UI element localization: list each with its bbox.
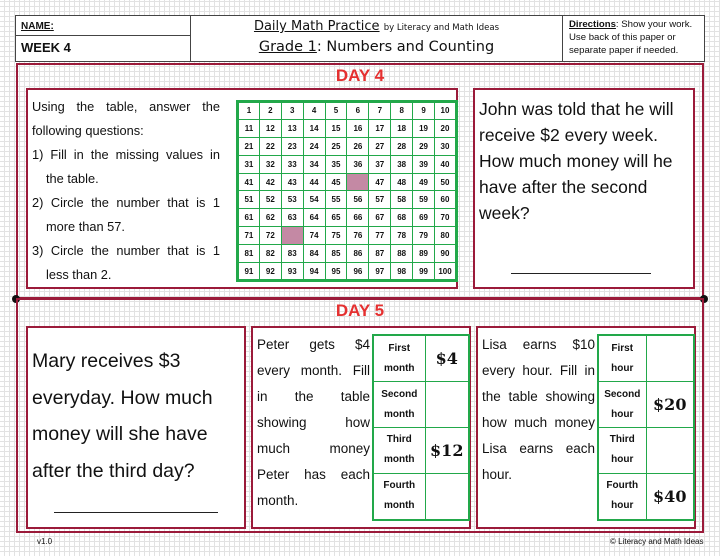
chart-cell[interactable]: 30 — [435, 137, 457, 155]
table-row — [373, 335, 469, 382]
chart-row — [238, 173, 457, 191]
period-label: Fourth month — [373, 473, 425, 520]
worksheet-subtitle — [191, 39, 562, 55]
missing-value-cell[interactable] — [281, 227, 303, 245]
chart-cell[interactable]: 29 — [413, 137, 435, 155]
chart-cell[interactable]: 68 — [391, 209, 413, 227]
chart-cell[interactable]: 93 — [281, 263, 303, 281]
chart-cell[interactable]: 16 — [347, 119, 369, 137]
chart-cell[interactable]: 95 — [325, 263, 347, 281]
chart-cell[interactable]: 94 — [303, 263, 325, 281]
chart-cell[interactable]: 52 — [259, 191, 281, 209]
name-week-cell — [16, 16, 191, 61]
hundred-chart — [236, 100, 458, 282]
chart-cell[interactable]: 5 — [325, 102, 347, 120]
chart-cell[interactable]: 45 — [325, 173, 347, 191]
chart-cell[interactable]: 7 — [369, 102, 391, 120]
name-colon: : — [50, 21, 54, 32]
chart-cell[interactable]: 60 — [435, 191, 457, 209]
chart-row — [238, 263, 457, 281]
amount-cell: $40 — [646, 473, 694, 520]
chart-cell[interactable]: 67 — [369, 209, 391, 227]
chart-cell[interactable]: 42 — [259, 173, 281, 191]
chart-cell[interactable]: 12 — [259, 119, 281, 137]
chart-row — [238, 209, 457, 227]
chart-cell[interactable]: 88 — [391, 245, 413, 263]
chart-cell[interactable]: 32 — [259, 155, 281, 173]
chart-cell[interactable]: 74 — [303, 227, 325, 245]
missing-value-cell[interactable] — [347, 173, 369, 191]
version-label: v1.0 — [37, 537, 53, 546]
lisa-money-table — [597, 334, 695, 521]
chart-row — [238, 119, 457, 137]
chart-cell[interactable]: 81 — [238, 245, 260, 263]
day5-title: DAY 5 — [335, 301, 385, 320]
period-label: Second hour — [598, 382, 646, 428]
title-topic: : Numbers and Counting — [316, 39, 495, 55]
chart-cell[interactable]: 97 — [369, 263, 391, 281]
directions-label: Directions — [569, 19, 616, 30]
chart-cell[interactable]: 99 — [413, 263, 435, 281]
table-row — [598, 382, 694, 428]
chart-cell[interactable]: 37 — [369, 155, 391, 173]
period-label: Fourth hour — [598, 473, 646, 520]
table-row — [598, 473, 694, 520]
chart-cell[interactable]: 57 — [369, 191, 391, 209]
chart-cell[interactable]: 58 — [391, 191, 413, 209]
chart-row — [238, 227, 457, 245]
answer-cell[interactable] — [646, 335, 694, 382]
chart-cell[interactable]: 79 — [413, 227, 435, 245]
chart-cell[interactable]: 87 — [369, 245, 391, 263]
question-2: 2) Circle the number that is 1 more than 57. — [32, 195, 220, 234]
worksheet-title — [191, 19, 562, 34]
chart-cell[interactable]: 39 — [413, 155, 435, 173]
chart-cell[interactable]: 80 — [435, 227, 457, 245]
chart-cell[interactable]: 33 — [281, 155, 303, 173]
worksheet-header — [15, 15, 705, 62]
period-label: Third month — [373, 427, 425, 473]
title-main: Daily Math Practice — [253, 19, 380, 34]
john-problem-text: John was told that he will receive $2 every week. How much money will he have after the second week? — [479, 99, 674, 223]
answer-line[interactable] — [54, 512, 218, 513]
table-row — [598, 427, 694, 473]
chart-cell[interactable]: 89 — [413, 245, 435, 263]
question-1: 1) Fill in the missing values in the table. — [32, 147, 220, 186]
name-field[interactable] — [21, 21, 54, 32]
chart-cell[interactable]: 47 — [369, 173, 391, 191]
chart-cell[interactable]: 14 — [303, 119, 325, 137]
chart-cell[interactable]: 4 — [303, 102, 325, 120]
chart-cell[interactable]: 1 — [238, 102, 260, 120]
chart-cell[interactable]: 48 — [391, 173, 413, 191]
amount-cell: $12 — [425, 427, 469, 473]
table-row — [373, 427, 469, 473]
chart-cell[interactable]: 72 — [259, 227, 281, 245]
period-label: First hour — [598, 335, 646, 382]
peter-money-table — [372, 334, 470, 521]
chart-cell[interactable]: 18 — [391, 119, 413, 137]
question-3: 3) Circle the number that is 1 less than 2. — [32, 243, 220, 282]
chart-cell[interactable]: 21 — [238, 137, 260, 155]
week-label: WEEK 4 — [21, 40, 71, 55]
chart-cell[interactable]: 59 — [413, 191, 435, 209]
chart-cell[interactable]: 53 — [281, 191, 303, 209]
chart-cell[interactable]: 28 — [391, 137, 413, 155]
chart-cell[interactable]: 17 — [369, 119, 391, 137]
chart-cell[interactable]: 2 — [259, 102, 281, 120]
copyright-label: © Literacy and Math Ideas — [610, 537, 704, 546]
mary-problem-text: Mary receives $3 everyday. How much money will she have after the third day? — [32, 350, 213, 482]
chart-cell[interactable]: 10 — [435, 102, 457, 120]
chart-cell[interactable]: 76 — [347, 227, 369, 245]
chart-cell[interactable]: 56 — [347, 191, 369, 209]
chart-cell[interactable]: 25 — [325, 137, 347, 155]
chart-cell[interactable]: 9 — [413, 102, 435, 120]
directions-cell — [563, 16, 704, 61]
chart-cell[interactable]: 55 — [325, 191, 347, 209]
chart-cell[interactable]: 35 — [325, 155, 347, 173]
table-row — [373, 382, 469, 428]
lisa-problem-text: Lisa earns $10 every hour. Fill in the table showing how much money Lisa earns each hour. — [482, 337, 595, 482]
chart-cell[interactable]: 27 — [369, 137, 391, 155]
chart-cell[interactable]: 44 — [303, 173, 325, 191]
period-label: First month — [373, 335, 425, 382]
chart-cell[interactable]: 100 — [435, 263, 457, 281]
day4-panel — [16, 63, 704, 299]
chart-cell[interactable]: 43 — [281, 173, 303, 191]
chart-cell[interactable]: 70 — [435, 209, 457, 227]
chart-cell[interactable]: 54 — [303, 191, 325, 209]
day4-instructions — [32, 95, 220, 287]
divider — [16, 35, 190, 36]
instructions-intro: Using the table, answer the following questions: — [32, 99, 220, 138]
title-grade: Grade 1 — [258, 39, 317, 55]
chart-cell[interactable]: 91 — [238, 263, 260, 281]
chart-row — [238, 245, 457, 263]
chart-row — [238, 191, 457, 209]
day5-panel — [16, 298, 704, 533]
chart-cell[interactable]: 15 — [325, 119, 347, 137]
chart-row — [238, 137, 457, 155]
chart-cell[interactable]: 69 — [413, 209, 435, 227]
chart-cell[interactable]: 34 — [303, 155, 325, 173]
period-label: Third hour — [598, 427, 646, 473]
chart-cell[interactable]: 36 — [347, 155, 369, 173]
chart-cell[interactable]: 13 — [281, 119, 303, 137]
answer-cell[interactable] — [646, 427, 694, 473]
mary-problem-box — [26, 326, 246, 529]
chart-cell[interactable]: 96 — [347, 263, 369, 281]
chart-cell[interactable]: 63 — [281, 209, 303, 227]
chart-row — [238, 155, 457, 173]
answer-cell[interactable] — [425, 382, 469, 428]
amount-cell: $20 — [646, 382, 694, 428]
lisa-problem-box — [476, 326, 696, 529]
chart-cell[interactable]: 3 — [281, 102, 303, 120]
chart-cell[interactable]: 31 — [238, 155, 260, 173]
directions-text — [569, 18, 702, 57]
chart-cell[interactable]: 62 — [259, 209, 281, 227]
chart-cell[interactable]: 78 — [391, 227, 413, 245]
amount-cell: $4 — [425, 335, 469, 382]
peter-problem-text: Peter gets $4 every month. Fill in the table showing how much money Peter has each month. — [257, 337, 370, 508]
chart-cell[interactable]: 83 — [281, 245, 303, 263]
chart-cell[interactable]: 92 — [259, 263, 281, 281]
chart-cell[interactable]: 51 — [238, 191, 260, 209]
chart-cell[interactable]: 49 — [413, 173, 435, 191]
chart-cell[interactable]: 26 — [347, 137, 369, 155]
chart-cell[interactable]: 77 — [369, 227, 391, 245]
chart-cell[interactable]: 90 — [435, 245, 457, 263]
chart-cell[interactable]: 61 — [238, 209, 260, 227]
title-byline: by Literacy and Math Ideas — [383, 23, 500, 33]
name-label: NAME — [21, 21, 51, 32]
directions-body: : Show your work. Use back of this paper or separate paper if needed. — [569, 19, 693, 56]
title-cell — [191, 16, 563, 61]
day4-word-problem-box — [473, 88, 695, 289]
chart-cell[interactable]: 24 — [303, 137, 325, 155]
day4-title: DAY 4 — [335, 66, 385, 85]
chart-cell[interactable]: 41 — [238, 173, 260, 191]
chart-cell[interactable]: 11 — [238, 119, 260, 137]
answer-line[interactable] — [511, 273, 651, 274]
table-row — [373, 473, 469, 520]
chart-cell[interactable]: 20 — [435, 119, 457, 137]
chart-cell[interactable]: 85 — [325, 245, 347, 263]
chart-cell[interactable]: 65 — [325, 209, 347, 227]
chart-cell[interactable]: 71 — [238, 227, 260, 245]
chart-cell[interactable]: 66 — [347, 209, 369, 227]
chart-cell[interactable]: 75 — [325, 227, 347, 245]
answer-cell[interactable] — [425, 473, 469, 520]
chart-row — [238, 102, 457, 120]
chart-cell[interactable]: 19 — [413, 119, 435, 137]
day4-table-box — [26, 88, 458, 289]
table-row — [598, 335, 694, 382]
peter-problem-box — [251, 326, 471, 529]
chart-cell[interactable]: 50 — [435, 173, 457, 191]
chart-cell[interactable]: 86 — [347, 245, 369, 263]
period-label: Second month — [373, 382, 425, 428]
chart-cell[interactable]: 40 — [435, 155, 457, 173]
chart-cell[interactable]: 82 — [259, 245, 281, 263]
chart-cell[interactable]: 64 — [303, 209, 325, 227]
chart-cell[interactable]: 23 — [281, 137, 303, 155]
chart-cell[interactable]: 84 — [303, 245, 325, 263]
chart-cell[interactable]: 22 — [259, 137, 281, 155]
chart-cell[interactable]: 6 — [347, 102, 369, 120]
chart-cell[interactable]: 8 — [391, 102, 413, 120]
chart-cell[interactable]: 38 — [391, 155, 413, 173]
chart-cell[interactable]: 98 — [391, 263, 413, 281]
